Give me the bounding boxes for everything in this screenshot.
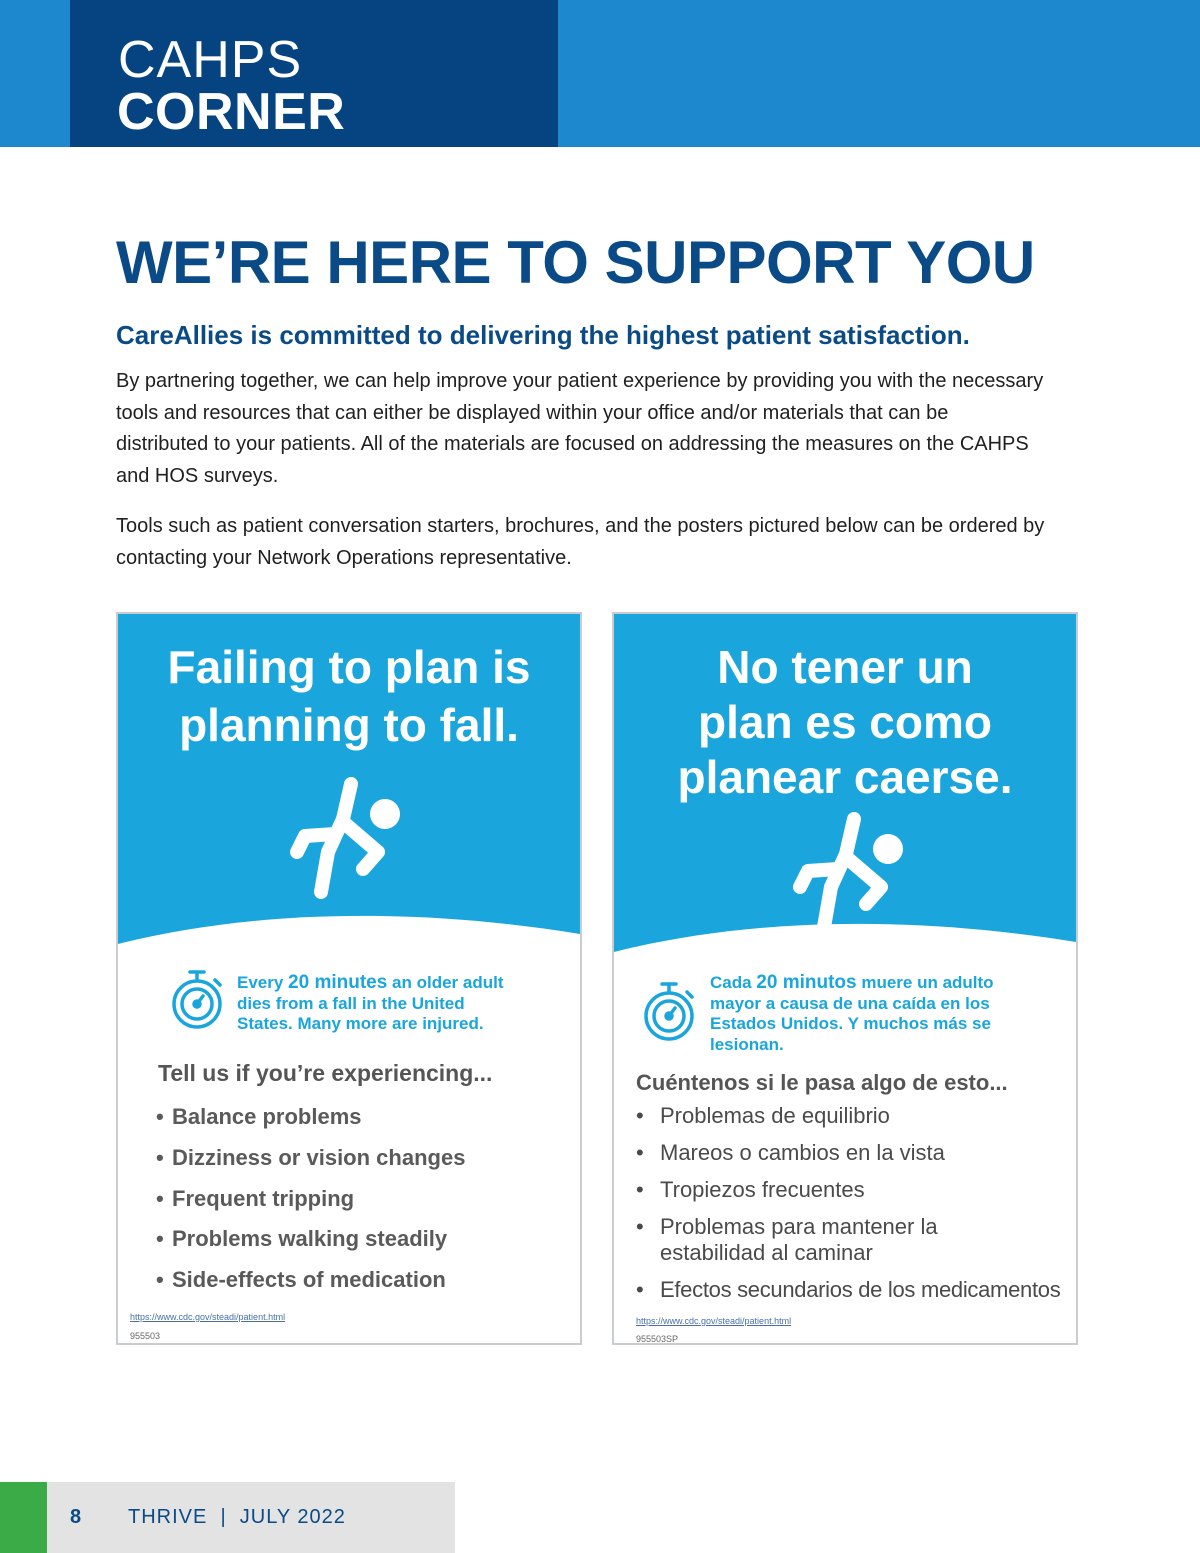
list-item: • Problems walking steadily	[156, 1226, 465, 1267]
poster-code: 955503SP	[636, 1334, 679, 1344]
stopwatch-icon	[170, 966, 228, 1032]
poster-title	[118, 638, 580, 754]
list-item: • Mareos o cambios en la vista	[636, 1140, 1066, 1166]
publication-issue: THRIVE | JULY 2022	[128, 1506, 346, 1528]
poster-title	[614, 640, 1076, 805]
poster-url[interactable]: https://www.cdc.gov/steadi/patient.html	[636, 1316, 792, 1326]
poster-spanish	[612, 612, 1078, 1345]
stat-line: Estados Unidos. Y muchos más se	[710, 1014, 991, 1033]
stopwatch-icon	[642, 978, 700, 1044]
article-paragraph-2: Tools such as patient conversation starters, brochures, and the posters pictured below can be ordered by contacting your Network Operations representative.	[116, 515, 1045, 569]
falling-person-icon	[283, 774, 413, 904]
page-title: WE’RE HERE TO SUPPORT YOU	[116, 229, 1035, 296]
poster-heading: Cuéntenos si le pasa algo de esto...	[636, 1070, 1008, 1095]
stat-line: States. Many more are injured.	[237, 1014, 484, 1033]
fall-statistic	[710, 973, 1060, 1055]
article-subtitle: CareAllies is committed to delivering the highest patient satisfaction.	[116, 320, 970, 350]
symptom-list	[156, 1104, 465, 1308]
poster-title-line: Failing to plan is	[167, 641, 531, 693]
list-item: • Side-effects of medication	[156, 1267, 465, 1308]
footer-accent-bar	[0, 1482, 47, 1553]
poster-title-line: plan es como	[698, 696, 992, 748]
page-number: 8	[70, 1506, 82, 1528]
list-item: • Frequent tripping	[156, 1186, 465, 1227]
stat-line: mayor a causa de una caída en los	[710, 993, 990, 1013]
stat-line: lesionan.	[710, 1034, 784, 1054]
list-item: • Efectos secundarios de los medicamentos	[636, 1277, 1066, 1303]
list-item: • Problemas de equilibrio	[636, 1103, 1066, 1129]
stat-rest: muere un adulto	[856, 973, 994, 992]
poster-title-line: No tener un	[717, 641, 973, 693]
fall-statistic	[237, 973, 557, 1035]
poster-title-line: planear caerse.	[677, 751, 1013, 803]
list-item: • Tropiezos frecuentes	[636, 1177, 1066, 1203]
stat-rest: an older adult	[387, 973, 504, 992]
stat-line: dies from a fall in the United	[237, 993, 465, 1013]
stat-highlight: 20 minutes	[288, 972, 388, 993]
list-item: • Problemas para mantener la estabilidad al caminar	[636, 1214, 976, 1266]
poster-english	[116, 612, 582, 1345]
stat-highlight: 20 minutos	[756, 972, 857, 993]
poster-heading: Tell us if you’re experiencing...	[158, 1060, 493, 1086]
poster-code: 955503	[130, 1331, 161, 1341]
poster-url[interactable]: https://www.cdc.gov/steadi/patient.html	[130, 1312, 286, 1322]
section-label-corner: CORNER	[117, 83, 346, 141]
stat-prefix: Every	[237, 973, 289, 992]
symptom-list	[636, 1103, 1066, 1314]
stat-prefix: Cada	[710, 973, 757, 992]
article-paragraph-1: By partnering together, we can help improve your patient experience by providing you with the necessary tools and resources that can either be displayed within your office and/or materials that can be distributed to your patients. All of the materials are focused on addressing the measures on the CAHPS and HOS surveys.	[116, 370, 1044, 487]
list-item: • Balance problems	[156, 1104, 465, 1145]
list-item: • Dizziness or vision changes	[156, 1145, 465, 1186]
poster-title-line: planning to fall.	[179, 699, 519, 751]
section-label-cahps: CAHPS	[118, 31, 303, 89]
falling-person-icon	[786, 809, 916, 939]
